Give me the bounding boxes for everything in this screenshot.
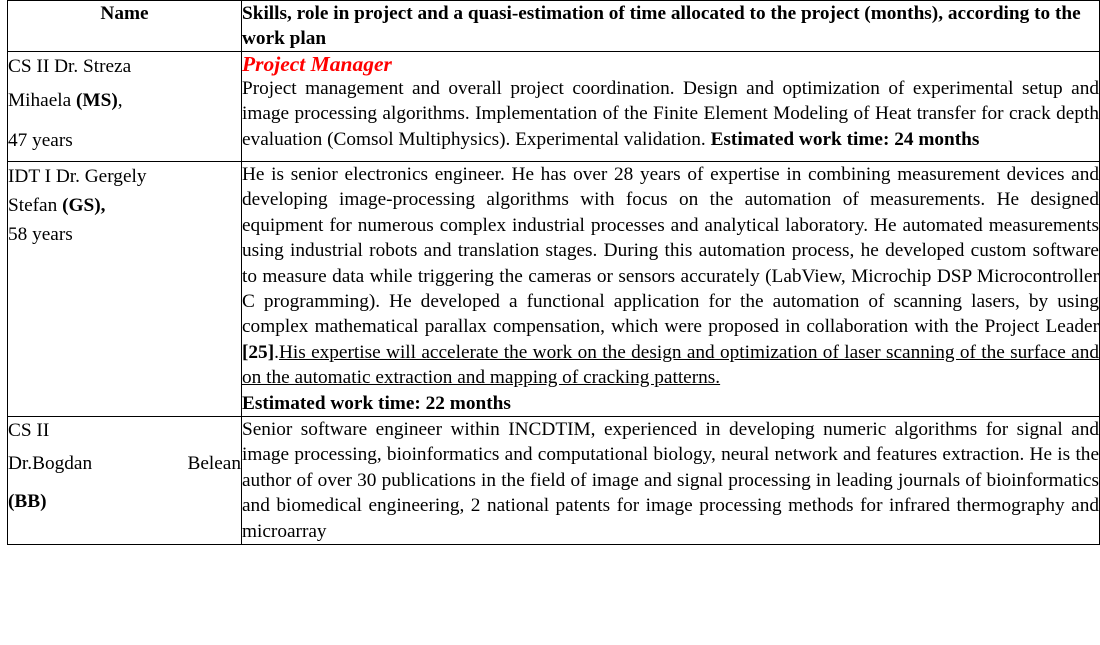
member-description: He is senior electronics engineer. He has over 28 years of expertise in combining measurement devices and developing image-processing algorithms with focus on the automation of measurements. He designed equipment for numerous complex industrial processes and analytical laboratory. He automated measurements using industrial robots and translation stages. During this automation process, he developed custom software to measure data while triggering the cameras or sensors accurately (LabView, Microchip DSP Microcontroller C programming). He developed a functional application for the automation of scanning lasers, by using complex mathematical parallax compensation, which were proposed in collaboration with the Project Leader bbox=[242, 164, 1099, 338]
member-initials: (GS), bbox=[62, 195, 106, 216]
role-label: Project Manager bbox=[242, 52, 392, 76]
member-name: Mihaela (MS), bbox=[8, 90, 123, 111]
table-row bbox=[8, 417, 1100, 545]
member-description-cell bbox=[242, 52, 1100, 162]
team-table bbox=[7, 0, 1100, 545]
header-row bbox=[8, 1, 1100, 52]
member-description: Project management and overall project coordination. Design and optimization of experimental setup and image processing algorithms. Implementation of the Finite Element Modeling of Heat transfer for crack depth evaluation (Comsol Multiphysics). Experimental validation. bbox=[242, 78, 1099, 150]
header-name: Name bbox=[8, 1, 242, 52]
member-name-cell bbox=[8, 417, 242, 545]
table-row bbox=[8, 52, 1100, 162]
member-name-cell bbox=[8, 52, 242, 162]
header-description: Skills, role in project and a quasi-estimation of time allocated to the project (months), according to the work plan bbox=[242, 1, 1100, 52]
member-description-cell: He is senior electronics engineer. He has over 28 years of expertise in combining measurement devices and developing image-processing algorithms with focus on the automation of measurements. He designed equipment for numerous complex industrial processes and analytical laboratory. He automated measurements using industrial robots and translation stages. During this automation process, he developed custom software to measure data while triggering the cameras or sensors accurately (LabView, Microchip DSP Microcontroller C programming). He developed a functional application for the automation of scanning lasers, by using complex mathematical parallax compensation, which were proposed in collaboration with the Project Leader [25].His expertise will accelerate the work on the design and optimization of laser scanning of the surface and on the automatic extraction and mapping of cracking patterns. Estimated work time: 22 months bbox=[242, 162, 1100, 417]
member-initials: (BB) bbox=[8, 491, 47, 513]
work-time-estimate: Estimated work time: 24 months bbox=[710, 128, 980, 150]
member-age: 58 years bbox=[8, 224, 73, 245]
table-row bbox=[8, 162, 1100, 417]
member-title: CS II Dr. Streza bbox=[8, 56, 132, 77]
expertise-note: His expertise will accelerate the work on the design and optimization of laser scanning of the surface and on the automatic extraction and mapping of cracking patterns. bbox=[242, 341, 1099, 389]
member-title: CS II bbox=[8, 420, 50, 442]
member-initials: (MS) bbox=[76, 90, 118, 111]
member-title: IDT I Dr. Gergely bbox=[8, 166, 147, 187]
member-name: Stefan (GS), bbox=[8, 195, 106, 216]
work-time-estimate: Estimated work time: 22 months bbox=[242, 392, 511, 414]
member-description-cell bbox=[242, 417, 1100, 545]
member-age: 47 years bbox=[8, 130, 73, 151]
member-description: Senior software engineer within INCDTIM, experienced in developing numeric algorithms for signal and image processing, bioinformatics and computational biology, neural network and features extraction. He is the author of over 30 publications in the field of image and signal processing in leading journals of bioinformatics and biomedical engineering, 2 national patents for image processing methods for infrared thermography and microarray bbox=[242, 419, 1099, 542]
reference: [25] bbox=[242, 341, 275, 363]
member-name: Dr.Bogdan Belean bbox=[8, 453, 241, 475]
member-name-cell bbox=[8, 162, 242, 417]
